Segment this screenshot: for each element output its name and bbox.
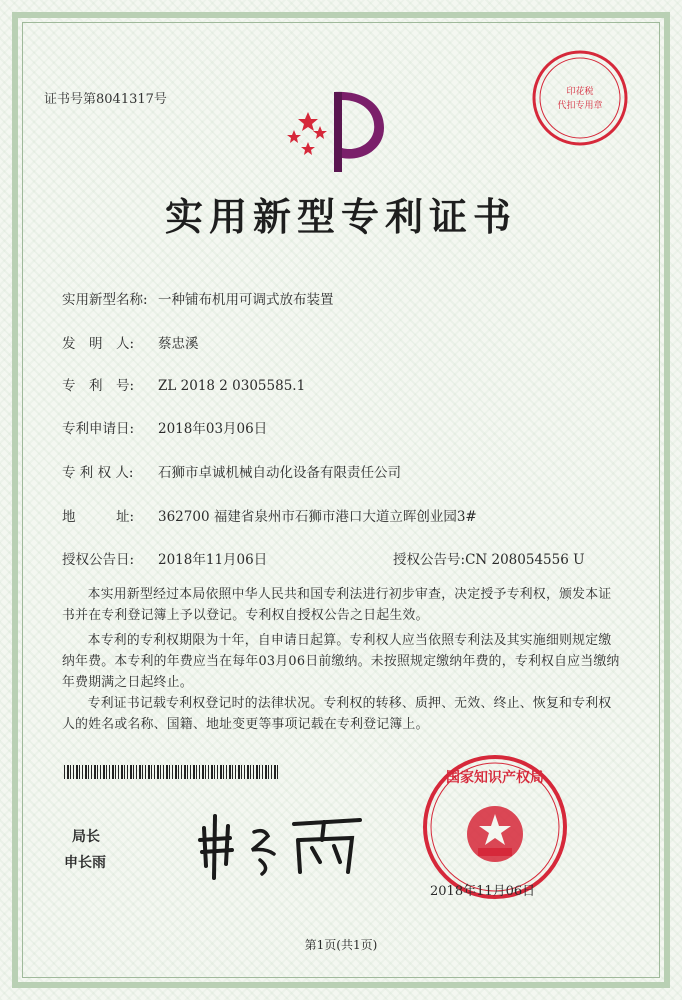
field-row-application-date	[62, 417, 267, 437]
field-label: 专 利 号:	[62, 378, 135, 394]
field-value: 2018年03月06日	[158, 421, 268, 437]
seal-date: 2018年11月06日	[430, 884, 536, 899]
field-value: CN 208054556 U	[465, 552, 585, 568]
body-paragraph-2: 本专利的专利权期限为十年，自申请日起算。专利权人应当依照专利法及其实施细则规定缴纳年费。本专利的年费应当在每年03月06日前缴纳。未按照规定缴纳年费的，专利权自应当缴纳年费期满之日起终止。	[62, 633, 620, 690]
field-value: 一种铺布机用可调式放布装置	[158, 292, 334, 308]
field-row-address	[62, 505, 477, 525]
certificate-title: 实用新型专利证书	[164, 194, 517, 239]
director-name: 申长雨	[64, 855, 106, 871]
barcode	[64, 765, 279, 779]
patent-office-logo	[286, 86, 386, 186]
corner-seal	[530, 48, 630, 148]
field-label: 实用新型名称:	[62, 292, 148, 308]
field-label: 地 址:	[62, 509, 135, 525]
field-row-patent-number	[62, 374, 305, 394]
body-paragraph-3: 专利证书记载专利权登记时的法律状况。专利权的转移、质押、无效、终止、恢复和专利权人的姓名或名称、国籍、地址变更等事项记载在专利登记簿上。	[62, 696, 612, 732]
field-row-inventor	[62, 332, 199, 352]
field-value: ZL 2018 2 0305585.1	[158, 378, 306, 394]
field-label: 专利申请日:	[62, 421, 135, 437]
body-paragraph-1: 本实用新型经过本局依照中华人民共和国专利法进行初步审查，决定授予专利权，颁发本证书并在专利登记簿上予以登记。专利权自授权公告之日起生效。	[62, 587, 612, 623]
field-value: 362700 福建省泉州市石狮市港口大道立晖创业园3#	[158, 509, 477, 525]
page-footer: 第1页(共1页)	[304, 938, 378, 952]
field-label: 授权公告日:	[62, 552, 135, 568]
director-title: 局长	[72, 829, 100, 845]
corner-seal-line-2: 代扣专用章	[557, 101, 603, 111]
field-value: 2018年11月06日	[158, 552, 268, 568]
field-row-utility-name	[62, 288, 334, 308]
field-label: 专 利 权 人:	[62, 465, 134, 481]
field-row-grant-date	[62, 548, 267, 568]
seal-text: 国家知识产权局	[446, 770, 544, 786]
certificate-number: 证书号第8041317号	[44, 92, 167, 107]
field-value: 蔡忠溪	[158, 336, 199, 352]
field-label: 授权公告号:	[393, 552, 466, 568]
field-value: 石狮市卓诚机械自动化设备有限责任公司	[158, 465, 401, 481]
field-row-grant-number	[393, 548, 584, 568]
field-label: 发 明 人:	[62, 336, 135, 352]
director-signature	[190, 810, 370, 880]
corner-seal-line-1: 印花税	[566, 87, 594, 97]
field-row-patentee	[62, 461, 401, 481]
